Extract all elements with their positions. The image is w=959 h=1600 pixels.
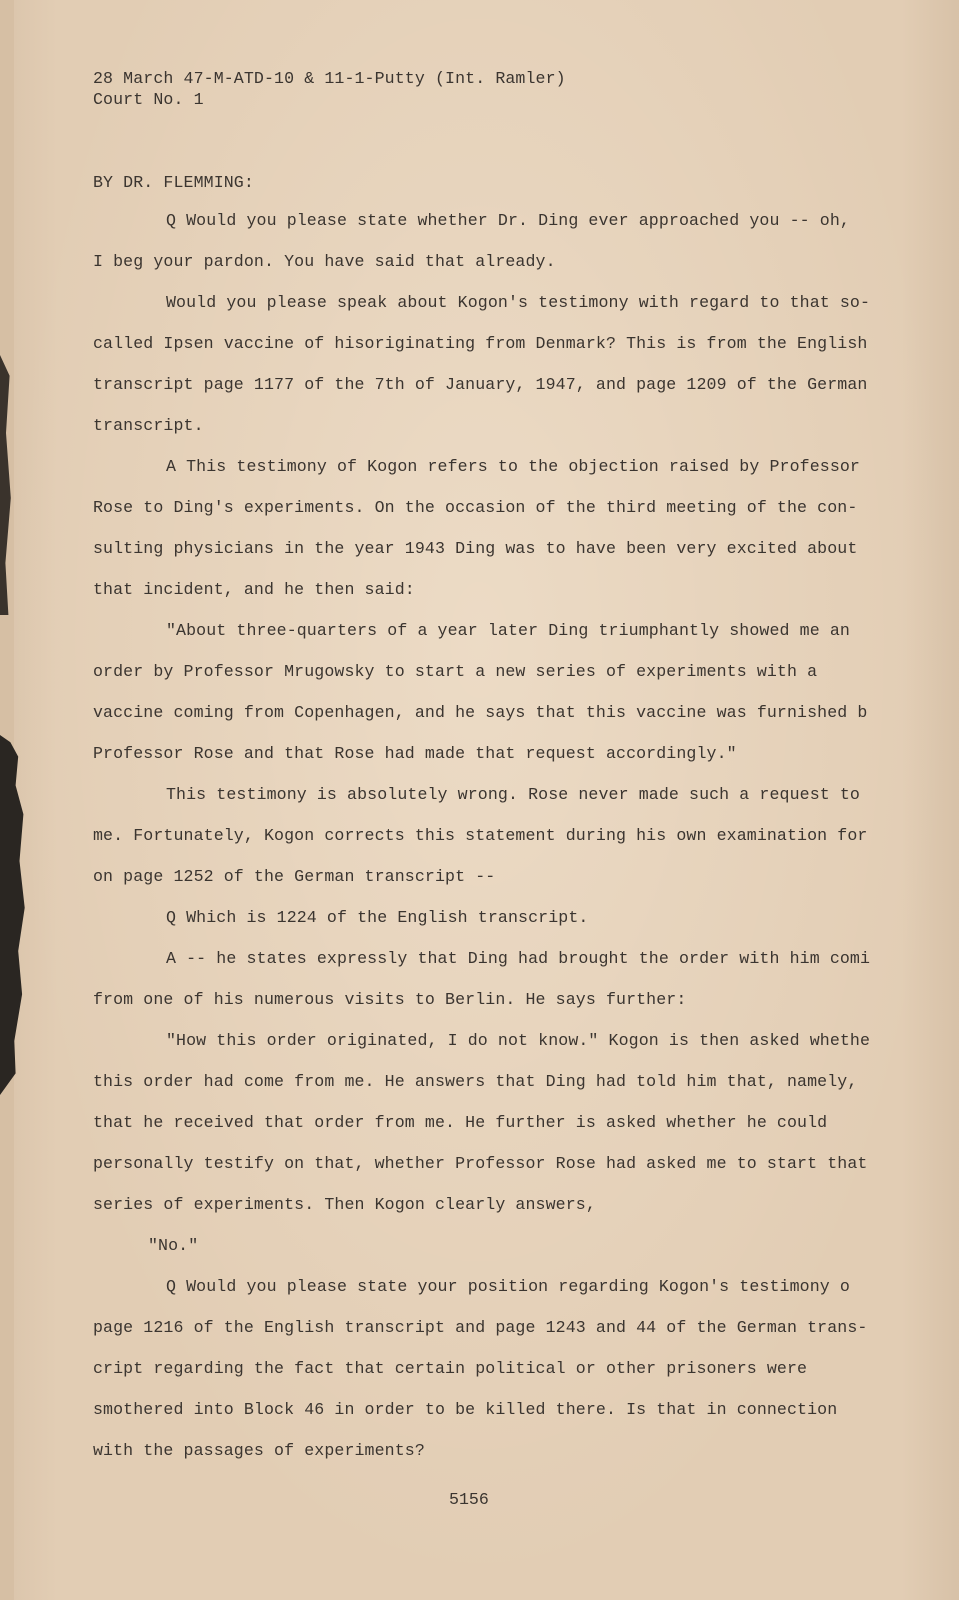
body-line: series of experiments. Then Kogon clearly answers, [93, 1195, 596, 1214]
body-line: This testimony is absolutely wrong. Rose never made such a request to [166, 785, 860, 804]
body-line: "About three-quarters of a year later Ding triumphantly showed me an [166, 621, 850, 640]
body-line: Q Which is 1224 of the English transcript. [166, 908, 589, 927]
body-line: Rose to Ding's experiments. On the occasion of the third meeting of the con- [93, 498, 858, 517]
body-line: from one of his numerous visits to Berlin. He says further: [93, 990, 687, 1009]
examiner-heading: BY DR. FLEMMING: [93, 173, 254, 192]
body-line: A This testimony of Kogon refers to the objection raised by Professor [166, 457, 860, 476]
body-line: A -- he states expressly that Ding had brought the order with him comi [166, 949, 871, 968]
body-line: sulting physicians in the year 1943 Ding was to have been very excited about [93, 539, 858, 558]
body-line: Would you please speak about Kogon's testimony with regard to that so- [166, 293, 871, 312]
body-line: smothered into Block 46 in order to be killed there. Is that in connection [93, 1400, 838, 1419]
body-line: transcript. [93, 416, 204, 435]
body-line: this order had come from me. He answers that Ding had told him that, namely, [93, 1072, 858, 1091]
body-line: that incident, and he then said: [93, 580, 415, 599]
body-line: Q Would you please state whether Dr. Ding ever approached you -- oh, [166, 211, 850, 230]
body-line: I beg your pardon. You have said that already. [93, 252, 556, 271]
header-line-1: 28 March 47-M-ATD-10 & 11-1-Putty (Int. Ramler) [93, 69, 566, 88]
header-line-2: Court No. 1 [93, 90, 204, 109]
body-line: "No." [148, 1236, 199, 1255]
body-line: Professor Rose and that Rose had made that request accordingly." [93, 744, 737, 763]
body-line: me. Fortunately, Kogon corrects this statement during his own examination for [93, 826, 868, 845]
body-line: vaccine coming from Copenhagen, and he says that this vaccine was furnished b [93, 703, 868, 722]
body-line: personally testify on that, whether Professor Rose had asked me to start that [93, 1154, 868, 1173]
page-number: 5156 [449, 1490, 489, 1509]
body-line: page 1216 of the English transcript and page 1243 and 44 of the German trans- [93, 1318, 868, 1337]
body-line: with the passages of experiments? [93, 1441, 425, 1460]
body-line: transcript page 1177 of the 7th of January, 1947, and page 1209 of the German [93, 375, 868, 394]
body-line: "How this order originated, I do not know." Kogon is then asked whethe [166, 1031, 871, 1050]
body-line: on page 1252 of the German transcript -- [93, 867, 496, 886]
body-line: cript regarding the fact that certain political or other prisoners were [93, 1359, 808, 1378]
body-line: that he received that order from me. He further is asked whether he could [93, 1113, 828, 1132]
body-line: called Ipsen vaccine of hisoriginating from Denmark? This is from the English [93, 334, 868, 353]
body-line: Q Would you please state your position regarding Kogon's testimony o [166, 1277, 850, 1296]
body-line: order by Professor Mrugowsky to start a new series of experiments with a [93, 662, 818, 681]
